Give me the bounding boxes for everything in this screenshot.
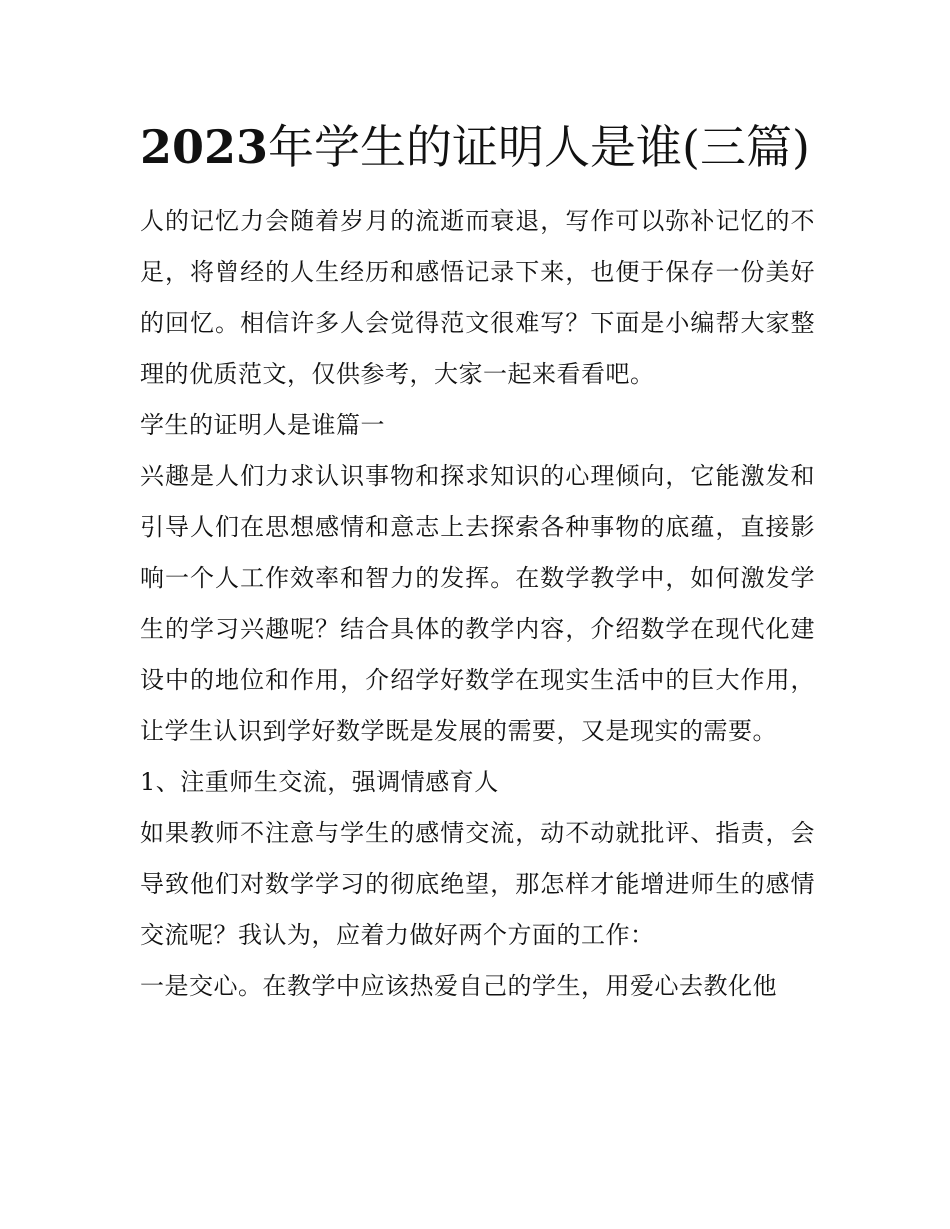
paragraph-communication: 如果教师不注意与学生的感情交流，动不动就批评、指责，会导致他们对数学学习的彻底绝望，那怎样才能增进师生的感情交流呢？我认为，应着力做好两个方面的工作： [140,819,815,949]
paragraph-heart: 一是交心。在教学中应该热爱自己的学生，用爱心去教化他 [140,972,777,1000]
subheading-communication: 1、注重师生交流，强调情感育人 [140,768,499,796]
section-heading: 学生的证明人是谁篇一 [140,411,385,439]
intro-paragraph: 人的记忆力会随着岁月的流逝而衰退，写作可以弥补记忆的不足，将曾经的人生经历和感悟记录下来，也便于保存一份美好的回忆。相信许多人会觉得范文很难写？下面是小编帮大家整理的优质范文，仅供参考，大家一起来看看吧。 [140,207,815,388]
document-page [140,116,815,1012]
paragraph-interest: 兴趣是人们力求认识事物和探求知识的心理倾向，它能激发和引导人们在思想感情和意志上去探索各种事物的底蕴，直接影响一个人工作效率和智力的发挥。在数学教学中，如何激发学生的学习兴趣呢？结合具体的教学内容，介绍数学在现代化建设中的地位和作用，介绍学好数学在现实生活中的巨大作用，让学生认识到学好数学既是发展的需要，又是现实的需要。 [140,462,815,745]
title-year: 2023 [140,120,269,174]
document-title [140,116,815,178]
title-text: 年学生的证明人是谁(三篇) [268,120,810,174]
